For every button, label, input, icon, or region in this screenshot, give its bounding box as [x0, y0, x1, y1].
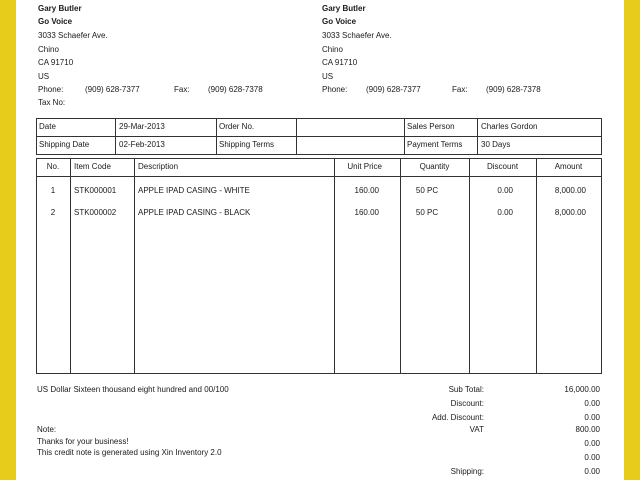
row-1-price: 160.00 [354, 186, 379, 195]
order-label: Order No. [219, 122, 255, 131]
header-qty: Quantity [419, 162, 450, 171]
note-label: Note: [37, 425, 57, 434]
subtotal-label: Sub Total: [448, 385, 484, 394]
row-1-code: STK000001 [74, 186, 117, 195]
info-grid-bottom [36, 154, 602, 155]
recipient-address: 3033 Schaefer Ave. [322, 31, 392, 40]
pay-terms-value: 30 Days [481, 140, 511, 149]
info-grid-top [36, 118, 602, 119]
header-price: Unit Price [347, 162, 382, 171]
row-2-code: STK000002 [74, 208, 117, 217]
vat-value: 800.00 [575, 425, 600, 434]
sender-address: 3033 Schaefer Ave. [38, 31, 108, 40]
row-1-no: 1 [50, 186, 56, 195]
sales-value: Charles Gordon [481, 122, 538, 131]
sender-tax-label: Tax No: [38, 98, 66, 107]
discount-label: Discount: [450, 399, 484, 408]
date-value: 29-Mar-2013 [119, 122, 165, 131]
ship-terms-label: Shipping Terms [219, 140, 274, 149]
row-2-desc: APPLE IPAD CASING - BLACK [138, 208, 251, 217]
sales-label: Sales Person [407, 122, 455, 131]
row-2-no: 2 [50, 208, 56, 217]
row-2-discount: 0.00 [497, 208, 513, 217]
subtotal-value: 16,000.00 [564, 385, 600, 394]
sender-state-zip: CA 91710 [38, 58, 74, 67]
shipping-value: 0.00 [584, 467, 600, 476]
vat-label: VAT [469, 425, 484, 434]
header-desc: Description [138, 162, 179, 171]
row-2-price: 160.00 [354, 208, 379, 217]
items-col-7 [601, 158, 602, 374]
discount-value: 0.00 [584, 399, 600, 408]
ship-date-value: 02-Feb-2013 [119, 140, 165, 149]
sender-name: Gary Butler [38, 4, 82, 13]
recipient-city: Chino [322, 45, 343, 54]
items-col-1 [70, 158, 71, 374]
header-code: Item Code [74, 162, 111, 171]
items-table-top [36, 158, 602, 159]
note-line-1: Thanks for your business! [37, 437, 129, 446]
pay-terms-label: Payment Terms [407, 140, 463, 149]
header-discount: Discount [486, 162, 519, 171]
recipient-company: Go Voice [322, 17, 357, 26]
sender-phone-label: Phone: [38, 85, 64, 94]
recipient-state-zip: CA 91710 [322, 58, 358, 67]
info-grid-col-5 [477, 118, 478, 155]
info-grid-col-0 [36, 118, 37, 155]
items-col-2 [134, 158, 135, 374]
amount-in-words: US Dollar Sixteen thousand eight hundred and 00/100 [37, 385, 229, 394]
note-line-2: This credit note is generated using Xin Inventory 2.0 [37, 448, 222, 457]
add-discount-label: Add. Discount: [431, 413, 484, 422]
info-grid-middle [36, 136, 602, 137]
extra-value-1: 0.00 [584, 439, 600, 448]
recipient-fax-label: Fax: [452, 85, 468, 94]
row-1-desc: APPLE IPAD CASING - WHITE [138, 186, 250, 195]
items-table-bottom [36, 373, 602, 374]
recipient-phone: (909) 628-7377 [366, 85, 421, 94]
sender-phone: (909) 628-7377 [85, 85, 140, 94]
add-discount-value: 0.00 [584, 413, 600, 422]
date-label: Date [39, 122, 56, 131]
ship-date-label: Shipping Date [39, 140, 90, 149]
sender-country: US [38, 72, 50, 81]
shipping-label: Shipping: [450, 467, 484, 476]
row-1-qty: 50 PC [415, 186, 439, 195]
info-grid-col-3 [296, 118, 297, 155]
sender-company: Go Voice [38, 17, 73, 26]
header-amount: Amount [554, 162, 583, 171]
row-2-amount: 8,000.00 [554, 208, 586, 217]
sender-fax: (909) 628-7378 [208, 85, 263, 94]
info-grid-col-1 [115, 118, 116, 155]
info-grid-col-6 [601, 118, 602, 155]
sender-city: Chino [38, 45, 59, 54]
header-no: No. [46, 162, 60, 171]
row-1-amount: 8,000.00 [554, 186, 586, 195]
row-1-discount: 0.00 [497, 186, 513, 195]
invoice-page [16, 0, 624, 480]
info-grid-col-2 [216, 118, 217, 155]
row-2-qty: 50 PC [415, 208, 439, 217]
recipient-fax: (909) 628-7378 [486, 85, 541, 94]
recipient-name: Gary Butler [322, 4, 366, 13]
recipient-country: US [322, 72, 334, 81]
info-grid-col-4 [404, 118, 405, 155]
items-table-header-bottom [36, 176, 602, 177]
recipient-phone-label: Phone: [322, 85, 348, 94]
extra-value-2: 0.00 [584, 453, 600, 462]
sender-fax-label: Fax: [174, 85, 190, 94]
